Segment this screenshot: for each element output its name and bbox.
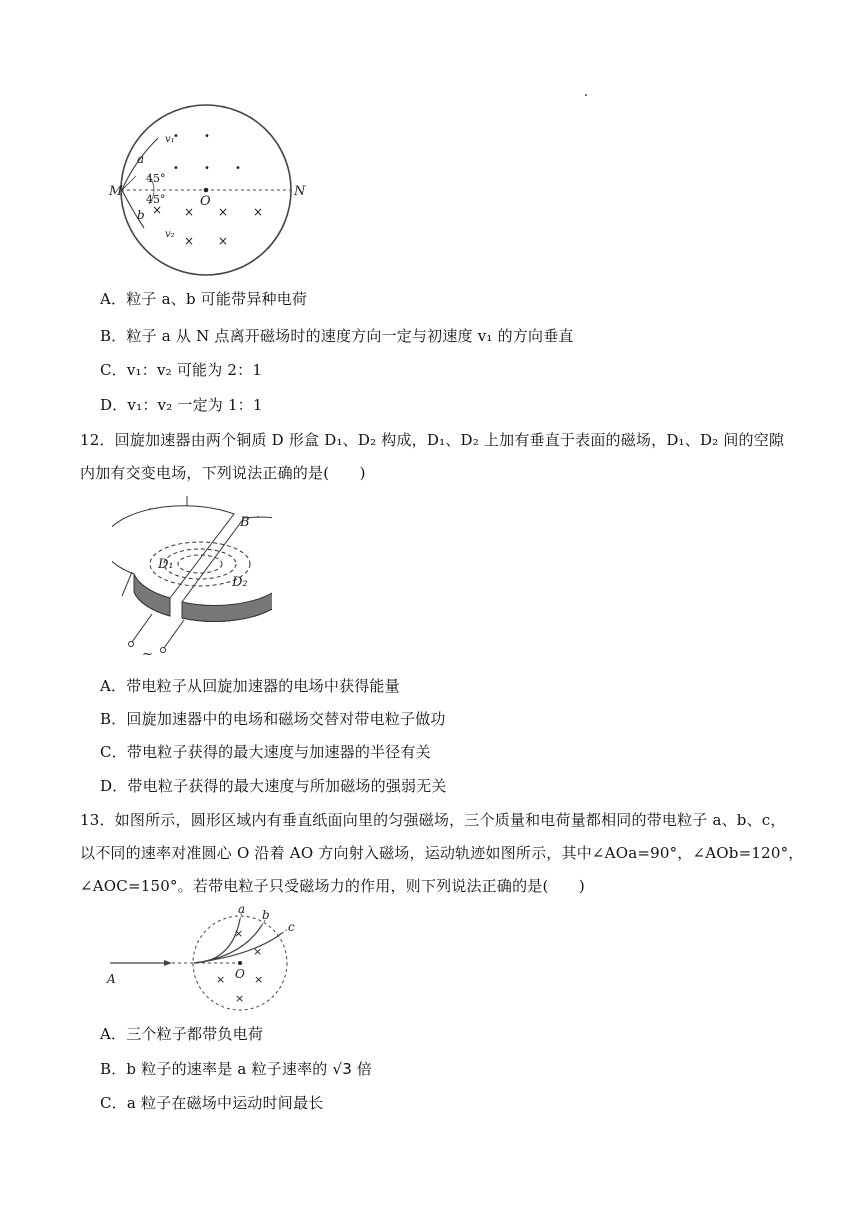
q13-option-b-text: B．b 粒子的速率是 a 粒子速率的 [100, 1060, 333, 1078]
figure-three-particles [104, 905, 304, 1015]
svg-text:×: × [184, 205, 195, 219]
figure-cyclotron [112, 496, 272, 666]
q13-option-a: A．三个粒子都带负电荷 [100, 1025, 264, 1043]
label-A: A [107, 972, 116, 986]
svg-text:×: × [152, 203, 163, 217]
label-D2: D₂ [232, 575, 248, 590]
label-a: a [137, 152, 145, 166]
cross-markers [216, 927, 263, 1005]
svg-text:×: × [184, 234, 195, 248]
q13-stem-line-2: 以不同的速率对准圆心 O 沿着 AO 方向射入磁场，运动轨迹如图所示，其中∠AOa=90°，∠AOb=120°， [80, 844, 804, 862]
label-B: B [240, 515, 250, 530]
svg-text:•: • [173, 131, 179, 142]
svg-text:×: × [218, 205, 229, 219]
ac-source-label: ~ [142, 647, 153, 662]
label-v1: v₁ [165, 134, 175, 145]
q11-option-c: C．v₁：v₂ 可能为 2：1 [100, 361, 263, 379]
q13-option-b [100, 1059, 372, 1079]
dot-markers [173, 131, 241, 174]
label-N: N [294, 184, 306, 199]
q13-option-c: C．a 粒子在磁场中运动时间最长 [100, 1094, 324, 1112]
svg-text:•: • [235, 163, 241, 174]
label-O: O [235, 967, 245, 981]
svg-text:×: × [235, 992, 245, 1005]
angle-bottom-label: 45° [146, 193, 166, 206]
svg-text:•: • [173, 163, 179, 174]
angle-top-label: 45° [146, 172, 166, 185]
q13-stem-line-1: 13．如图所示，圆形区域内有垂直纸面向里的匀强磁场，三个质量和电荷量都相同的带电粒子 a、b、c， [80, 811, 786, 829]
label-M: M [109, 184, 123, 199]
svg-text:×: × [234, 927, 244, 940]
trajectory-a [194, 919, 240, 963]
svg-text:•: • [204, 163, 210, 174]
figure-circle-field [106, 104, 326, 280]
q12-stem-line-2: 内加有交变电场，下列说法正确的是( ) [80, 464, 366, 482]
label-a: a [238, 905, 246, 916]
label-b: b [262, 908, 270, 922]
q12-option-c: C．带电粒子获得的最大速度与加速器的半径有关 [100, 743, 431, 761]
cross-markers [152, 203, 263, 248]
svg-text:×: × [218, 234, 229, 248]
svg-text:×: × [253, 945, 263, 958]
q13-option-b-suffix: 倍 [351, 1060, 373, 1078]
sqrt3-math: √3 [332, 1060, 352, 1078]
label-D1: D₁ [158, 557, 174, 572]
stray-dot [585, 94, 587, 96]
q13-stem-line-3: ∠AOC=150°。若带电粒子只受磁场力的作用，则下列说法正确的是( ) [80, 877, 585, 895]
label-c: c [288, 920, 295, 934]
label-b: b [137, 208, 145, 222]
label-O: O [200, 194, 211, 209]
q12-option-b: B．回旋加速器中的电场和磁场交替对带电粒子做功 [100, 710, 446, 728]
q12-option-a: A．带电粒子从回旋加速器的电场中获得能量 [100, 677, 400, 695]
svg-text:×: × [216, 973, 226, 986]
svg-text:•: • [204, 131, 210, 142]
q12-stem-line-1: 12．回旋加速器由两个铜质 D 形盒 D₁、D₂ 构成，D₁、D₂ 上加有垂直于表面的磁场，D₁、D₂ 间的空隙 [80, 431, 785, 449]
q11-option-a: A．粒子 a、b 可能带异种电荷 [100, 290, 308, 308]
center-O-point [204, 188, 209, 193]
svg-text:×: × [253, 205, 264, 219]
label-v2: v₂ [165, 229, 175, 240]
q11-option-b: B．粒子 a 从 N 点离开磁场时的速度方向一定与初速度 v₁ 的方向垂直 [100, 327, 574, 345]
center-O-point [238, 961, 242, 965]
q12-option-d: D．带电粒子获得的最大速度与所加磁场的强弱无关 [100, 777, 447, 795]
q11-option-d: D．v₁：v₂ 一定为 1：1 [100, 396, 263, 414]
svg-text:×: × [254, 973, 264, 986]
